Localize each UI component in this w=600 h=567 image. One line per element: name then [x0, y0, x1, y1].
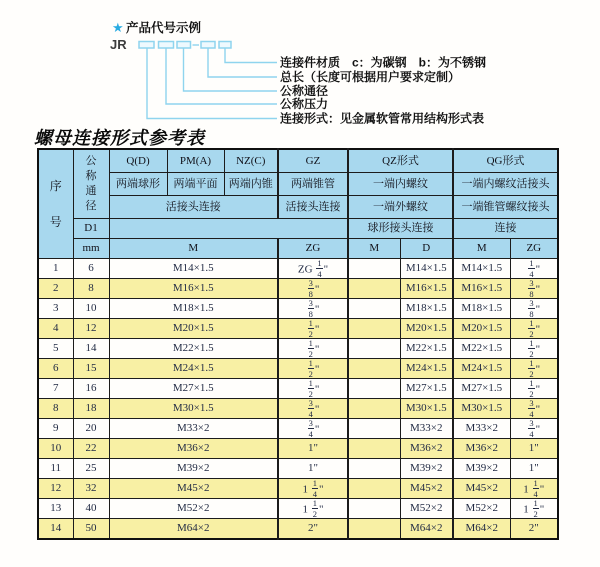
sub-qz-d: D [400, 239, 453, 259]
cell-qz-m [348, 519, 400, 540]
cell-qg-m: M18×1.5 [453, 299, 510, 319]
table-row [38, 319, 558, 339]
cell-qz-d: M36×2 [400, 439, 453, 459]
cell-qg-zg: $\frac{1}{2}$ " [510, 379, 558, 399]
table-row [38, 399, 558, 419]
cell-mm: 40 [73, 499, 109, 519]
col-header-unit: mm [73, 239, 109, 259]
code-box-4 [201, 42, 215, 49]
cell-qg-zg: 1" [510, 459, 558, 479]
cell-qz-d: M20×1.5 [400, 319, 453, 339]
sub-qg-zg: ZG [510, 239, 558, 259]
cell-qz-d: M27×1.5 [400, 379, 453, 399]
cell-qz-m [348, 299, 400, 319]
cell-qg-zg: $\frac{1}{4}$ " [510, 259, 558, 279]
conn-union-gz: 活接头连接 [278, 196, 348, 219]
col-group-qz: QZ形式 [348, 149, 453, 173]
cell-qz-d: M45×2 [400, 479, 453, 499]
cell-qz-d: M16×1.5 [400, 279, 453, 299]
cell-mm: 25 [73, 459, 109, 479]
cell-qg-m: M24×1.5 [453, 359, 510, 379]
cell-m: M36×2 [109, 439, 278, 459]
cell-qg-zg: $\frac{3}{4}$ " [510, 419, 558, 439]
type-nzc: 两端内锥 [224, 173, 278, 196]
conn-plain: 连接 [453, 219, 558, 239]
cell-qg-m: M36×2 [453, 439, 510, 459]
cell-qg-m: M45×2 [453, 479, 510, 499]
cell-mm: 8 [73, 279, 109, 299]
sub-qz-m: M [348, 239, 400, 259]
type-gz: 两端锥管 [278, 173, 348, 196]
type-qd: 两端球形 [109, 173, 167, 196]
cell-mm: 10 [73, 299, 109, 319]
table-row [38, 479, 558, 499]
cell-no: 2 [38, 279, 73, 299]
cell-qz-d: M22×1.5 [400, 339, 453, 359]
cell-m: M39×2 [109, 459, 278, 479]
cell-qg-zg: $\frac{1}{2}$ " [510, 339, 558, 359]
cell-zg: $\frac{1}{2}$ " [278, 379, 348, 399]
cell-qg-zg: $\frac{3}{8}$ " [510, 279, 558, 299]
cell-no: 7 [38, 379, 73, 399]
table-row [38, 359, 558, 379]
cell-mm: 12 [73, 319, 109, 339]
cell-qg-zg: 2" [510, 519, 558, 540]
sub-zg: ZG [278, 239, 348, 259]
cell-qg-zg: $\frac{3}{4}$ " [510, 399, 558, 419]
cell-zg: 1" [278, 439, 348, 459]
cell-qz-m [348, 339, 400, 359]
cell-qz-m [348, 439, 400, 459]
type-qz: 一端内螺纹 [348, 173, 453, 196]
cell-mm: 6 [73, 259, 109, 279]
diagram-label-conn-form: 连接形式：见金属软管常用结构形式表 [280, 111, 485, 126]
type-pma: 两端平面 [167, 173, 224, 196]
cell-zg: ZG $\frac{1}{4}$ " [278, 259, 348, 279]
cell-m: M20×1.5 [109, 319, 278, 339]
sub-qg-m: M [453, 239, 510, 259]
cell-qz-m [348, 379, 400, 399]
table-row [38, 499, 558, 519]
cell-qz-m [348, 499, 400, 519]
cell-no: 11 [38, 459, 73, 479]
cell-zg: $\frac{1}{2}$ " [278, 339, 348, 359]
conn-ball-joint: 球形接头连接 [348, 219, 453, 239]
cell-qz-m [348, 419, 400, 439]
cell-mm: 14 [73, 339, 109, 359]
cell-qg-zg: $\frac{3}{8}$ " [510, 299, 558, 319]
cell-zg: 2" [278, 519, 348, 540]
cell-qz-d: M24×1.5 [400, 359, 453, 379]
table-row [38, 379, 558, 399]
cell-mm: 20 [73, 419, 109, 439]
cell-qz-d: M30×1.5 [400, 399, 453, 419]
sub-m: M [109, 239, 278, 259]
cell-qg-m: M22×1.5 [453, 339, 510, 359]
connector-line-1 [225, 48, 277, 63]
cell-qz-d: M52×2 [400, 499, 453, 519]
table-row [38, 459, 558, 479]
cell-qz-d: M39×2 [400, 459, 453, 479]
cell-qg-m: M33×2 [453, 419, 510, 439]
cell-qg-m: M16×1.5 [453, 279, 510, 299]
cell-zg: 1 $\frac{1}{4}$ " [278, 479, 348, 499]
cell-no: 12 [38, 479, 73, 499]
connector-line-4 [166, 48, 277, 104]
cell-qz-m [348, 459, 400, 479]
cell-qg-m: M64×2 [453, 519, 510, 540]
diagram-label-length: 总长（长度可根据用户要求定制） [280, 70, 461, 84]
diagram-label-pressure: 公称压力 [280, 97, 329, 111]
cell-qg-m: M52×2 [453, 499, 510, 519]
cell-qz-d: M18×1.5 [400, 299, 453, 319]
diagram-title: 产品代号示例 [126, 21, 202, 35]
cell-zg: $\frac{3}{8}$ " [278, 279, 348, 299]
cell-no: 5 [38, 339, 73, 359]
col-group-gz: GZ [278, 149, 348, 173]
table-title: 螺母连接形式参考表 [34, 128, 205, 148]
table-header [38, 149, 558, 259]
cell-qz-m [348, 319, 400, 339]
cell-no: 3 [38, 299, 73, 319]
conn-taper-joint: 一端锥管螺纹接头 [453, 196, 558, 219]
cell-m: M64×2 [109, 519, 278, 540]
cell-no: 4 [38, 319, 73, 339]
cell-no: 13 [38, 499, 73, 519]
cell-zg: $\frac{1}{2}$ " [278, 319, 348, 339]
cell-qg-zg: $\frac{1}{2}$ " [510, 319, 558, 339]
cell-mm: 50 [73, 519, 109, 540]
cell-qz-d: M33×2 [400, 419, 453, 439]
cell-m: M27×1.5 [109, 379, 278, 399]
table-row [38, 299, 558, 319]
cell-qz-m [348, 279, 400, 299]
conn-union: 活接头连接 [109, 196, 278, 219]
cell-m: M14×1.5 [109, 259, 278, 279]
code-box-2 [159, 42, 174, 49]
cell-qg-m: M27×1.5 [453, 379, 510, 399]
col-header-bore: 公称通径 [73, 149, 109, 219]
cell-m: M16×1.5 [109, 279, 278, 299]
table-row [38, 519, 558, 540]
type-qg: 一端内螺纹活接头 [453, 173, 558, 196]
cell-m: M24×1.5 [109, 359, 278, 379]
product-code-diagram [0, 0, 600, 132]
col-group-pma: PM(A) [167, 149, 224, 173]
cell-zg: $\frac{3}{4}$ " [278, 399, 348, 419]
cell-qz-m [348, 359, 400, 379]
cell-qz-m [348, 399, 400, 419]
cell-m: M18×1.5 [109, 299, 278, 319]
col-group-qg: QG形式 [453, 149, 558, 173]
col-header-d1: D1 [73, 219, 109, 239]
diagram-label-bore: 公称通径 [280, 84, 329, 98]
connector-line-3 [184, 48, 278, 91]
cell-qz-m [348, 259, 400, 279]
cell-no: 8 [38, 399, 73, 419]
cell-mm: 32 [73, 479, 109, 499]
cell-mm: 16 [73, 379, 109, 399]
cell-no: 10 [38, 439, 73, 459]
diagram-label-material: 连接件材质 c：为碳钢 b：为不锈钢 [280, 55, 487, 70]
table-row [38, 259, 558, 279]
cell-qg-zg: $\frac{1}{2}$ " [510, 359, 558, 379]
cell-mm: 22 [73, 439, 109, 459]
cell-m: M45×2 [109, 479, 278, 499]
cell-zg: $\frac{3}{4}$ " [278, 419, 348, 439]
cell-qg-m: M20×1.5 [453, 319, 510, 339]
nut-connection-reference-table [37, 148, 559, 540]
cell-mm: 15 [73, 359, 109, 379]
cell-qg-zg: 1" [510, 439, 558, 459]
cell-zg: $\frac{1}{2}$ " [278, 359, 348, 379]
cell-zg: 1" [278, 459, 348, 479]
cell-no: 6 [38, 359, 73, 379]
table-row [38, 339, 558, 359]
star-icon: ★ [112, 20, 124, 35]
cell-zg: $\frac{3}{8}$ " [278, 299, 348, 319]
cell-qg-zg: 1 $\frac{1}{4}$ " [510, 479, 558, 499]
code-box-3 [177, 42, 191, 49]
col-header-seq: 序号 [38, 149, 73, 259]
code-box-5 [219, 42, 231, 49]
code-box-1 [139, 42, 154, 49]
cell-m: M22×1.5 [109, 339, 278, 359]
cell-qz-d: M64×2 [400, 519, 453, 540]
cell-no: 14 [38, 519, 73, 540]
cell-m: M30×1.5 [109, 399, 278, 419]
code-prefix: JR [110, 37, 127, 52]
conn-ext-thread: 一端外螺纹 [348, 196, 453, 219]
col-group-nzc: NZ(C) [224, 149, 278, 173]
table-body [38, 259, 558, 540]
cell-qg-m: M39×2 [453, 459, 510, 479]
table-row [38, 439, 558, 459]
cell-qg-m: M14×1.5 [453, 259, 510, 279]
cell-blank [109, 219, 348, 239]
cell-zg: 1 $\frac{1}{2}$ " [278, 499, 348, 519]
cell-m: M52×2 [109, 499, 278, 519]
cell-no: 9 [38, 419, 73, 439]
cell-qg-m: M30×1.5 [453, 399, 510, 419]
cell-qz-m [348, 479, 400, 499]
col-group-qd: Q(D) [109, 149, 167, 173]
table-row [38, 419, 558, 439]
cell-m: M33×2 [109, 419, 278, 439]
cell-no: 1 [38, 259, 73, 279]
cell-qz-d: M14×1.5 [400, 259, 453, 279]
table-row [38, 279, 558, 299]
cell-qg-zg: 1 $\frac{1}{2}$ " [510, 499, 558, 519]
cell-mm: 18 [73, 399, 109, 419]
